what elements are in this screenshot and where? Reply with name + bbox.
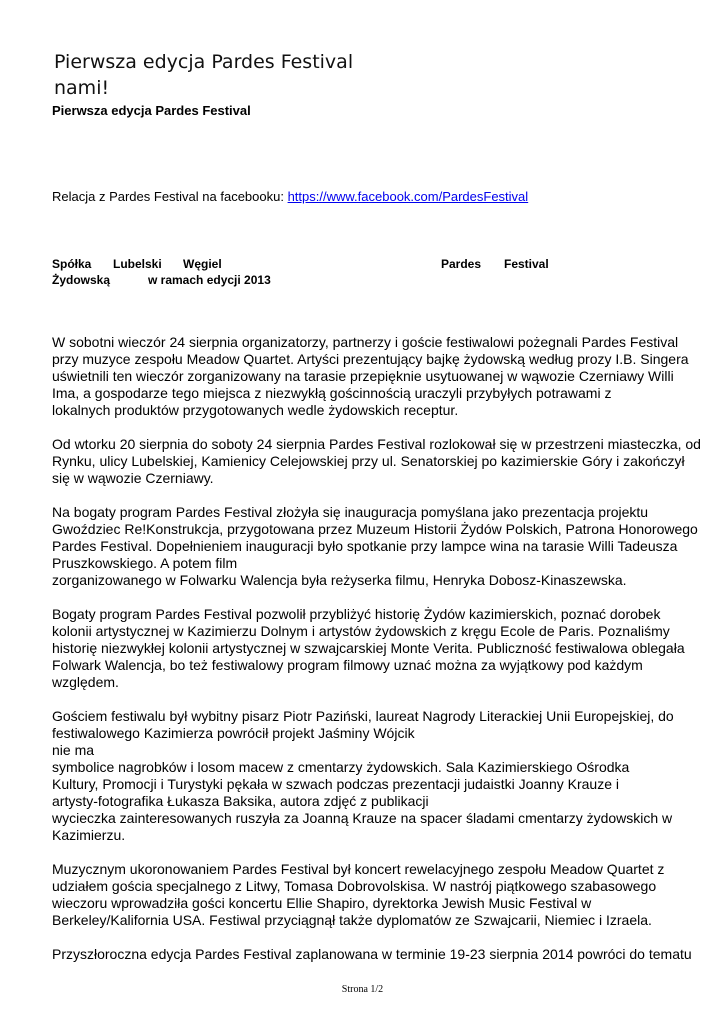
text-line: lokalnych produktów przygotowanych wedle żydowskich receptur.: [52, 402, 459, 418]
text-line: zorganizowanego w Folwarku Walencja była reżyserka filmu, Henryka Dobosz-Kinaszewska.: [52, 572, 627, 588]
text-line: udziałem gościa specjalnego z Litwy, Tomasa Dobrovolskisa. W nastrój piątkowego szabasowego: [52, 878, 657, 894]
text-line: względem.: [52, 674, 119, 690]
paragraph-3: [52, 504, 698, 589]
text-line: Gościem festiwalu był wybitny pisarz Piotr Paziński, laureat Nagrody Literackiej Unii Europejskiej, do: [52, 708, 674, 724]
paragraph-1: [52, 334, 692, 419]
text-line: Rynku, ulicy Lubelskiej, Kamienicy Celejowskiej przy ul. Senatorskiej po kazimierskie Góry i zakończył: [52, 453, 685, 469]
facebook-link[interactable]: https://www.facebook.com/PardesFestival: [287, 189, 529, 204]
text-line: Bogaty program Pardes Festival pozwolił przybliżyć historię Żydów kazimierskich, poznać dorobek: [52, 606, 661, 622]
text-line: Berkeley/Kalifornia USA. Festiwal przyciągnął także dyplomatów ze Szwajcarii, Niemiec i Izraela.: [52, 912, 652, 928]
text-line: przy muzyce zespołu Meadow Quartet. Artyści prezentujący bajkę żydowską według prozy I.B. Singera: [52, 351, 689, 367]
page-title: [54, 49, 374, 101]
paragraph-2: [52, 436, 701, 487]
text-line: W sobotni wieczór 24 sierpnia organizatorzy, partnerzy i goście festiwalowi pożegnali Pardes Festival: [52, 334, 679, 350]
sponsor-word-7: w ramach edycji 2013: [148, 273, 271, 287]
text-line: artysty-fotografika Łukasza Baksika, autora zdjęć z publikacji: [52, 793, 429, 809]
text-line: Przyszłoroczna edycja Pardes Festival zaplanowana w terminie 19-23 sierpnia 2014 powróci do tematu: [52, 946, 692, 962]
sponsor-word-6: Żydowską: [52, 273, 111, 287]
text-line: Gwoździec Re!Konstrukcja, przygotowana przez Muzeum Historii Żydów Polskich, Patrona Honorowego: [52, 521, 698, 537]
text-line: nie ma: [52, 742, 95, 758]
text-line: symbolice nagrobków i losom macew z cmentarzy żydowskich. Sala Kazimierskiego Ośrodka: [52, 759, 630, 775]
paragraph-5: [52, 708, 692, 844]
article-body: [52, 334, 701, 980]
text-line: Od wtorku 20 sierpnia do soboty 24 sierpnia Pardes Festival rozlokował się w przestrzeni miasteczka, od: [52, 436, 701, 452]
sponsor-word-2: Lubelski: [113, 257, 162, 271]
text-line: kolonii artystycznej w Kazimierzu Dolnym i artystów żydowskich z kręgu Ecole de Paris. Poznaliśmy: [52, 623, 670, 639]
sponsor-word-5: Festival: [504, 257, 549, 271]
page-footer: Strona 1/2: [341, 984, 384, 995]
text-line: Kazimierzu.: [52, 827, 126, 843]
page-title-line-1: Pierwsza edycja Pardes Festival: [54, 51, 354, 73]
text-line: Na bogaty program Pardes Festival złożyła się inauguracja pomyślana jako prezentacja projektu: [52, 504, 649, 520]
text-line: Folwark Walencja, bo też festiwalowy program filmowy uznać można za wyjątkowy pod każdym: [52, 657, 643, 673]
text-line: Kultury, Promocji i Turystyki pękała w szwach podczas prezentacji judaistki Joanny Krauze i: [52, 776, 619, 792]
paragraph-7: [52, 946, 692, 963]
text-line: historię niezwykłej kolonii artystycznej w szwajcarskiej Monte Verita. Publiczność festiwalowa oblegała: [52, 640, 685, 656]
sponsor-word-3: Węgiel: [183, 257, 222, 271]
text-line: wycieczka zainteresowanych ruszyła za Joanną Krauze na spacer śladami cmentarzy żydowskich w: [52, 810, 673, 826]
text-line: festiwalowego Kazimierza powrócił projekt Jaśminy Wójcik: [52, 725, 415, 741]
page-title-line-2: nami!: [54, 77, 110, 99]
text-line: Ima, a gospodarze tego miejsca z niezwykłą gościnnością uraczyli przybyłych potrawami z: [52, 385, 612, 401]
text-line: Muzycznym ukoronowaniem Pardes Festival był koncert rewelacyjnego zespołu Meadow Quartet z: [52, 861, 665, 877]
facebook-line: [52, 189, 528, 205]
text-line: uświetnili ten wieczór zorganizowany na tarasie przepięknie usytuowanej w wąwozie Czerniawy Willi: [52, 368, 674, 384]
facebook-line-prefix: Relacja z Pardes Festival na facebooku:: [52, 189, 288, 204]
text-line: Pruszkowskiego. A potem film: [52, 555, 238, 571]
paragraph-6: [52, 861, 692, 929]
text-line: się w wąwozie Czerniawy.: [52, 470, 214, 486]
paragraph-4: [52, 606, 692, 691]
text-line: wieczoru wprowadziła gości koncertu Ellie Shapiro, dyrektorka Jewish Music Festival w: [52, 895, 592, 911]
sponsor-word-1: Spółka: [52, 257, 92, 271]
text-line: Pardes Festival. Dopełnieniem inauguracji było spotkanie przy lampce wina na tarasie Willi Tadeusza: [52, 538, 678, 554]
article-title: Pierwsza edycja Pardes Festival: [52, 103, 251, 118]
sponsor-word-4: Pardes: [441, 257, 482, 271]
